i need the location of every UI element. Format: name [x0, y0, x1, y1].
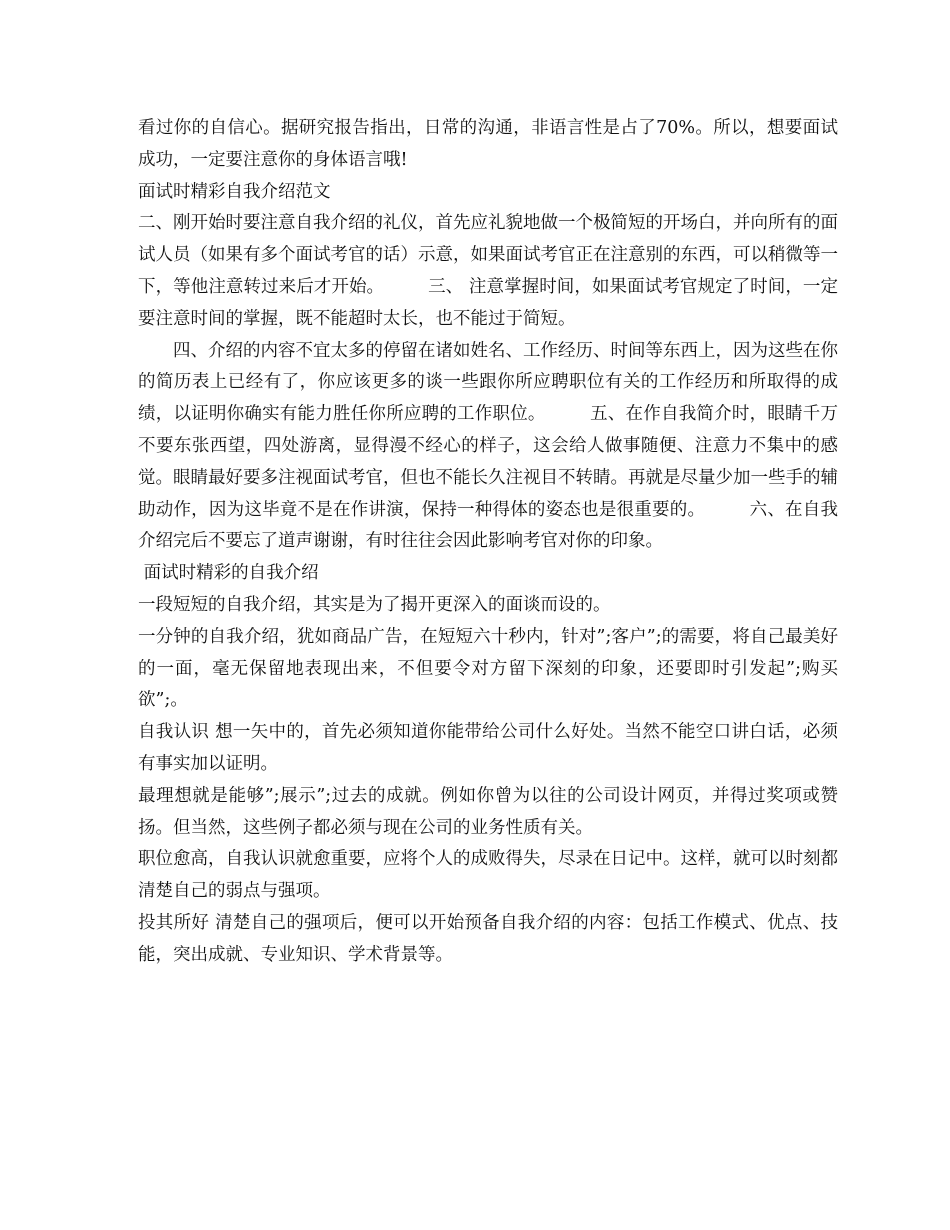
paragraph-body-language: 看过你的自信心。据研究报告指出，日常的沟通，非语言性是占了70%。所以，想要面试成功，一定要注意你的身体语言哦! — [138, 118, 838, 170]
heading-wonderful-self-intro: 面试时精彩的自我介绍 — [138, 563, 319, 584]
paragraph-content-and-eyes: 四、介绍的内容不宜太多的停留在诸如姓名、工作经历、时间等东西上，因为这些在你的简历表上已经有了，你应该更多的谈一些跟你所应聘职位有关的工作经历和所取得的成绩，以证明你确实有能力胜任你所应聘的工作职位。 五、在作自我简介时，眼睛千万不要东张西望，四处游离，显得漫不经心的样子，这会给人做事随便、注意力不集中的感觉。眼睛最好要多注视面试考官，但也不能长久注视目不转睛。再就是尽量少加一些手的辅助动作，因为这毕竟不是在作讲演，保持一种得体的姿态也是很重要的。 六、在自我介绍完后不要忘了道声谢谢，有时往往会因此影响考官对你的印象。 — [138, 340, 838, 552]
paragraph-position-level: 职位愈高，自我认识就愈重要，应将个人的成败得失，尽录在日记中。这样，就可以时刻都清楚自己的弱点与强项。 — [138, 849, 838, 902]
heading-self-intro-sample: 面试时精彩自我介绍范文 — [138, 181, 331, 202]
paragraph-one-minute-intro: 一分钟的自我介绍，犹如商品广告，在短短六十秒内，针对”;客户”;的需要，将自己最美好的一面，毫无保留地表现出来，不但要令对方留下深刻的印象，还要即时引发起”;购买欲”;。 — [138, 626, 838, 711]
document-body — [138, 113, 838, 972]
paragraph-etiquette-and-time: 二、刚开始时要注意自我介绍的礼仪，首先应礼貌地做一个极简短的开场白，并向所有的面试人员（如果有多个面试考官的话）示意，如果面试考官正在注意别的东西，可以稍微等一下，等他注意转过来后才开始。 三、 注意掌握时间，如果面试考官规定了时间，一定要注意时间的掌握，既不能超时太长，也不能过于简短。 — [138, 213, 838, 329]
paragraph-show-achievements: 最理想就是能够”;展示”;过去的成就。例如你曾为以往的公司设计网页，并得过奖项或赞扬。但当然，这些例子都必须与现在公司的业务性质有关。 — [138, 785, 838, 838]
paragraph-short-intro: 一段短短的自我介绍，其实是为了揭开更深入的面谈而设的。 — [138, 594, 611, 615]
paragraph-prepare-content: 投其所好 清楚自己的强项后，便可以开始预备自我介绍的内容：包括工作模式、优点、技能，突出成就、专业知识、学术背景等。 — [138, 912, 838, 965]
paragraph-self-awareness: 自我认识 想一矢中的，首先必须知道你能带给公司什么好处。当然不能空口讲白话，必须有事实加以证明。 — [138, 722, 838, 774]
